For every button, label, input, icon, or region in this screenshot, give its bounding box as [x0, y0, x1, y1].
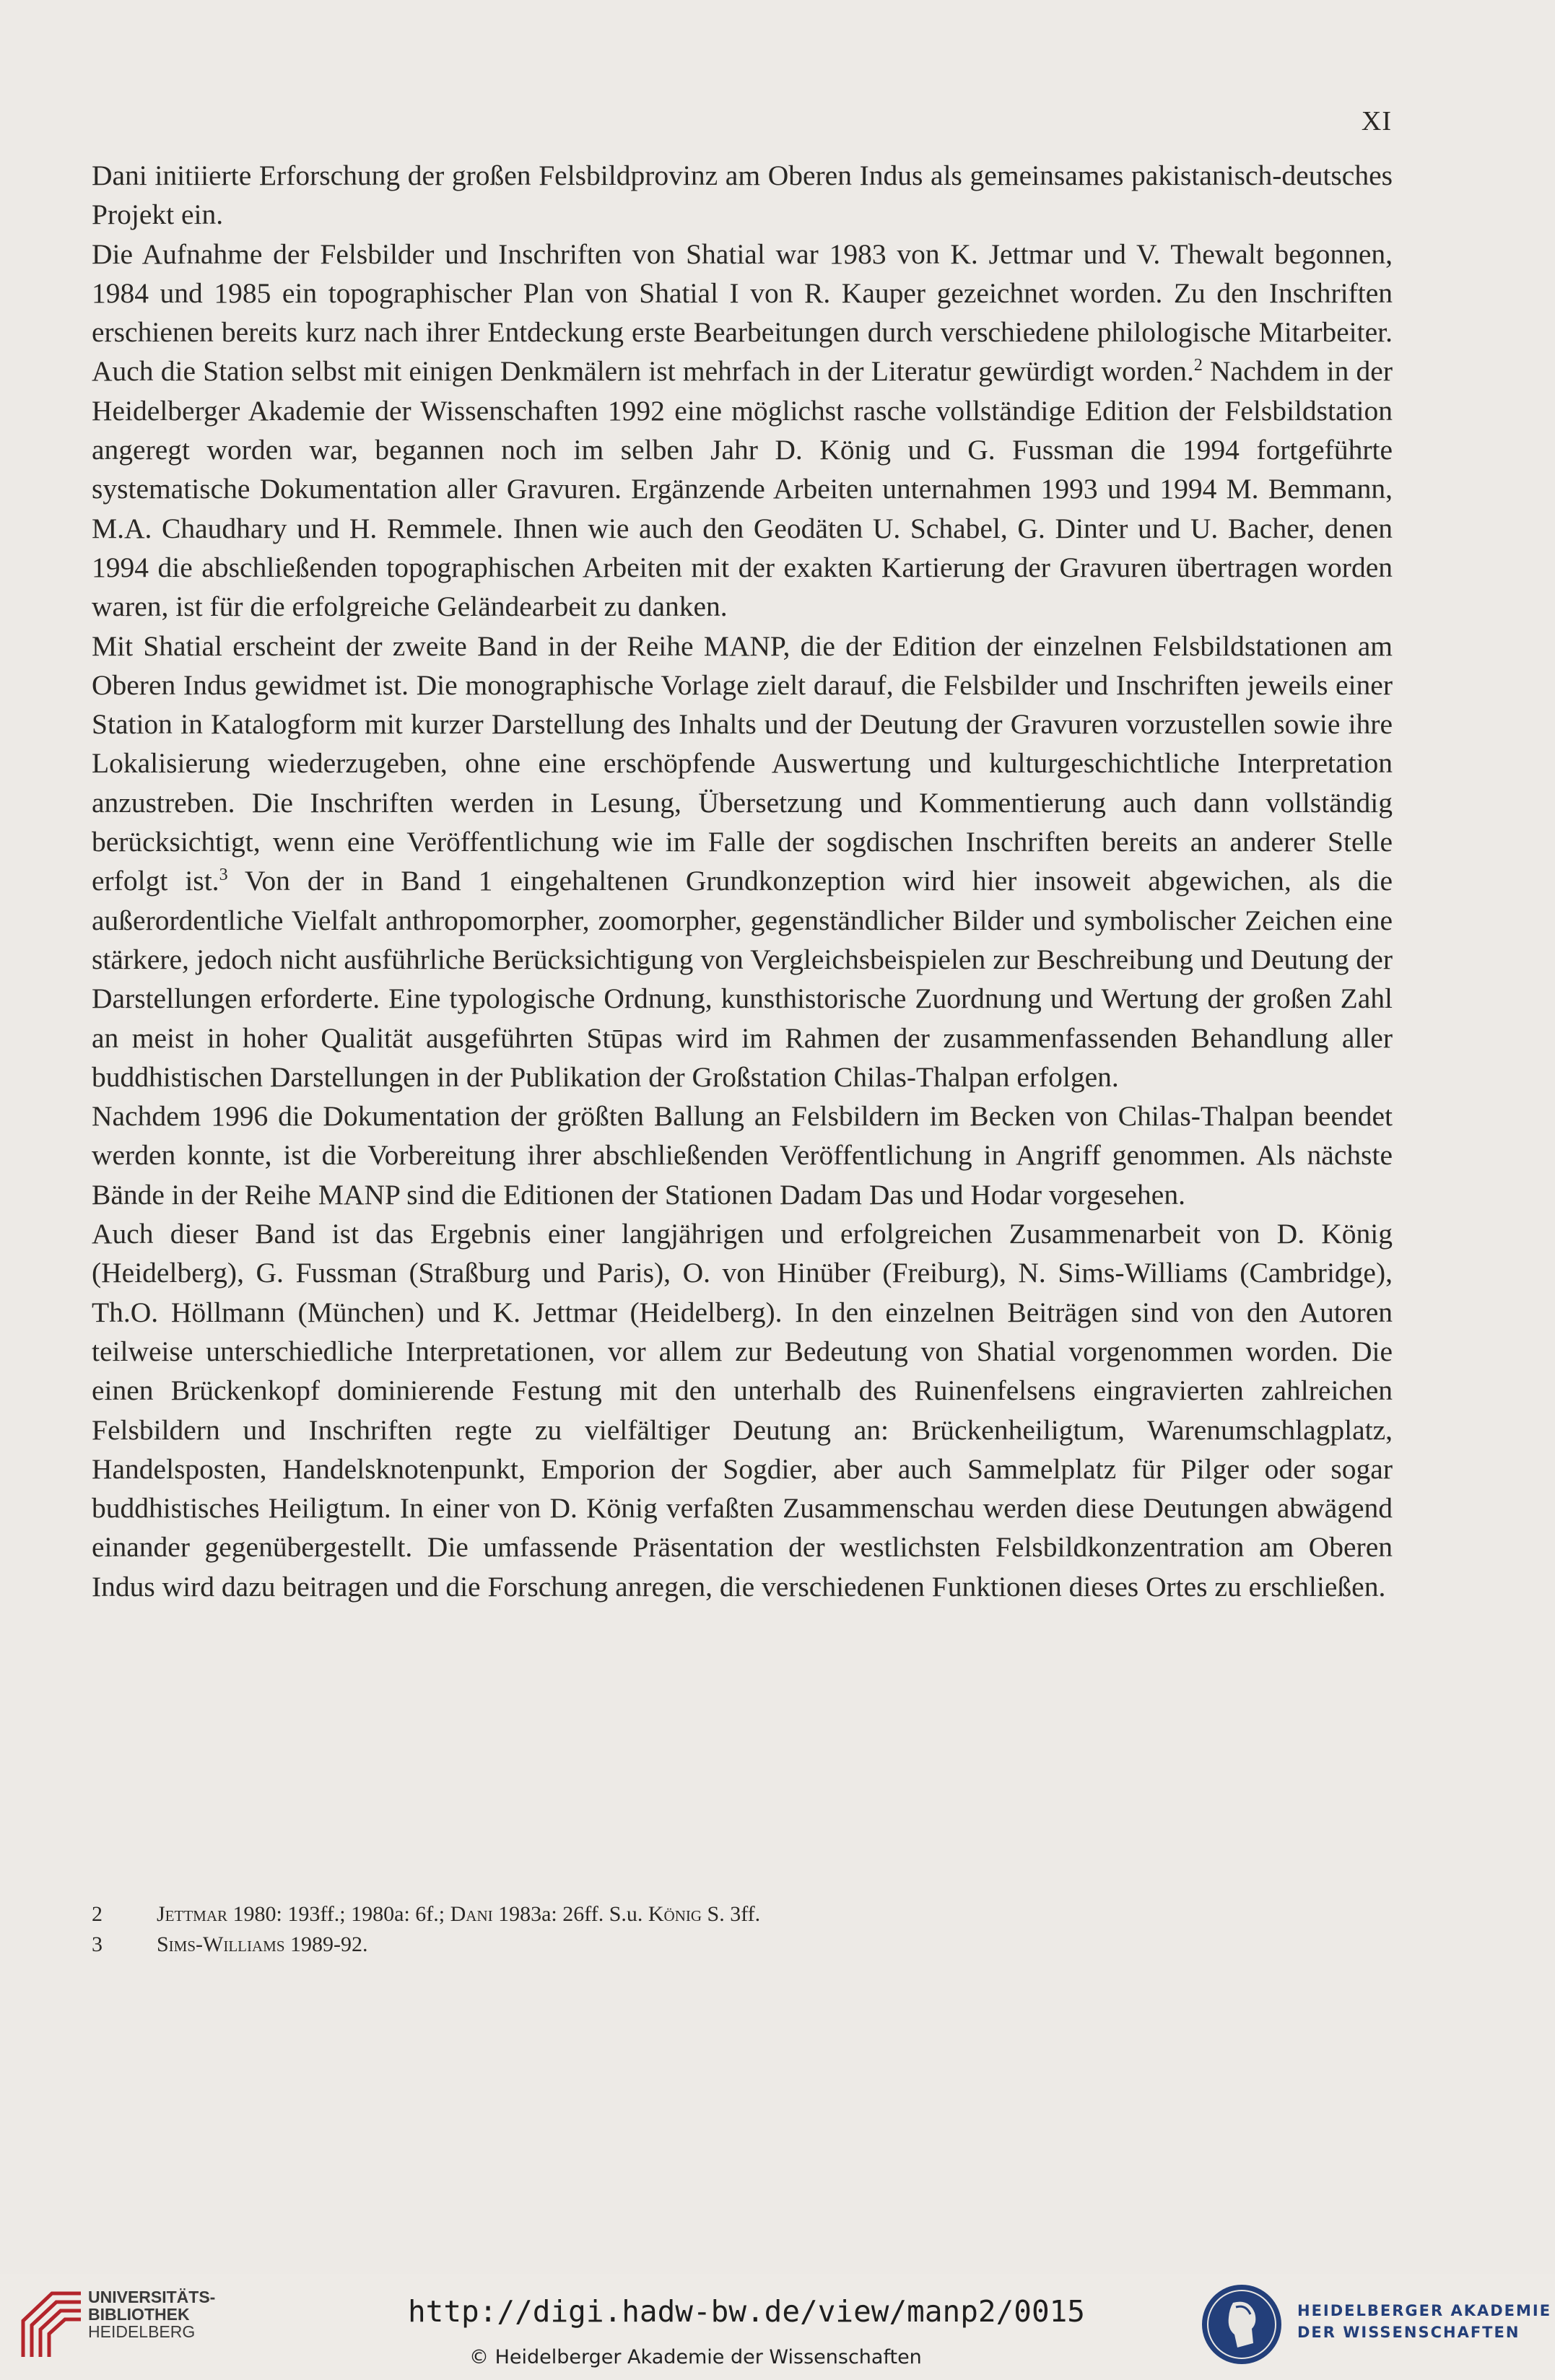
footnote [92, 1930, 1175, 1960]
body-text [92, 156, 1393, 1606]
footnote [92, 1899, 1175, 1930]
footnote-ref: 3 [219, 866, 228, 885]
ub-logo-text: UNIVERSITÄTS- BIBLIOTHEK HEIDELBERG [88, 2288, 216, 2341]
text-run: Dani initiierte Erforschung der großen Felsbildprovinz am Oberen Indus als gemeinsames pakistanisch-deutsches Projekt ein. [92, 160, 1393, 231]
text-run: 1983a: 26ff. S.u. [492, 1902, 648, 1926]
hawk-logo-text: HEIDELBERGER AKADEMIE DER WISSENSCHAFTEN [1297, 2302, 1552, 2341]
footnote-ref: 2 [1193, 356, 1203, 375]
text-run: Mit Shatial erscheint der zweite Band in der Reihe MANP, die der Edition der einzelnen Felsbildstationen am Oberen Indus gewidmet ist. Die monographische Vorlage zielt darauf, die Felsbilder und Inschriften jeweils einer Station in Katalogform mit kurzer Darstellung des Inhalts und der Deutung der Gravuren vorzustellen sowie ihre Lokalisierung wiederzugeben, ohne eine erschöpfende Auswertung und kulturgeschichtliche Interpretation anzustreben. Die Inschriften werden in Lesung, Übersetzung und Kommentierung auch dann vollständig berücksichtigt, wenn eine Veröffentlichung wie im Falle der sogdischen Inschriften bereits an anderer Stelle erfolgt ist. [92, 629, 1393, 897]
page-footer [0, 2274, 1555, 2380]
text-run: S. 3ff. [702, 1902, 761, 1926]
footnote-text [157, 1899, 760, 1930]
body-paragraph [92, 1097, 1393, 1214]
ub-heidelberg-logo-icon [16, 2285, 85, 2361]
text-run: Auch dieser Band ist das Ergebnis einer langjährigen und erfolgreichen Zusammenarbeit von D. König (Heidelberg), G. Fussman (Straßburg und Paris), O. von Hinüber (Freiburg), N. Sims-Williams (Cambridge), Th.O. Höllmann (München) und K. Jettmar (Heidelberg). In den einzelnen Beiträgen sind von den Autoren teilweise unterschiedliche Interpretationen, vor allem zur Bedeutung von Shatial vorgenommen worden. Die einen Brückenkopf dominierende Festung mit den unterhalb des Ruinenfelsens eingravierten zahlreichen Felsbildern und Inschriften regte zu vielfältiger Deutung an: Brückenheiligtum, Warenumschlagplatz, Handelsposten, Handelsknotenpunkt, Emporion der Sogdier, aber auch Sammelplatz für Pilger oder sogar buddhistisches Heiligtum. In einer von D. König verfaßten Zusammenschau werden diese Deutungen abwägend einander gegenübergestellt. Die umfassende Präsentation der westlichsten Felsbildkonzentration am Oberen Indus wird dazu beitragen und die Forschung anregen, die verschiedenen Funktionen dieses Ortes zu erschließen. [92, 1218, 1393, 1603]
text-run: 1980: 193ff.; 1980a: 6f.; [227, 1902, 450, 1926]
footnotes [92, 1899, 1175, 1960]
permalink-url[interactable]: http://digi.hadw-bw.de/view/manp2/0015 [408, 2294, 1085, 2329]
footnote-number: 2 [92, 1902, 103, 1926]
author-name: Sims-Williams [157, 1932, 285, 1956]
author-name: König [648, 1902, 702, 1926]
text-run: 1989-92. [284, 1932, 368, 1956]
text-run: Nachdem in der Heidelberger Akademie der Wissenschaften 1992 eine möglichst rasche vollständige Edition der Felsbildstation angeregt worden war, begannen noch im selben Jahr D. König und G. Fussman die 1994 fortgeführte systematische Dokumentation aller Gravuren. Ergänzende Arbeiten unternahmen 1993 und 1994 M. Bemmann, M.A. Chaudhary und H. Remmele. Ihnen wie auch den Geodäten U. Schabel, G. Dinter und U. Bacher, denen 1994 die abschließenden topographischen Arbeiten mit der exakten Kartierung der Gravuren übertragen worden waren, ist für die erfolgreiche Geländearbeit zu danken. [92, 355, 1393, 623]
body-paragraph [92, 1214, 1393, 1606]
page-number: XI [1361, 106, 1392, 136]
hawk-seal-icon [1198, 2281, 1285, 2368]
copyright-notice: © Heidelberger Akademie der Wissenschaften [469, 2346, 922, 2368]
text-run: Die Aufnahme der Felsbilder und Inschriften von Shatial war 1983 von K. Jettmar und V. Thewalt begonnen, 1984 und 1985 ein topographischer Plan von Shatial I von R. Kauper gezeichnet worden. Zu den Inschriften erschienen bereits kurz nach ihrer Entdeckung erste Bearbeitungen durch verschiedene philologische Mitarbeiter. Auch die Station selbst mit einigen Denkmälern ist mehrfach in der Literatur gewürdigt worden. [92, 237, 1393, 388]
text-run: Von der in Band 1 eingehaltenen Grundkonzeption wird hier insoweit abgewichen, als die außerordentliche Vielfalt anthropomorpher, zoomorpher, gegenständlicher Bilder und symbolischer Zeichen eine stärkere, jedoch nicht ausführliche Berücksichtigung von Vergleichsbeispielen zur Beschreibung und Deutung der Darstellungen erforderte. Eine typologische Ordnung, kunsthistorische Zuordnung und Wertung der großen Zahl an meist in hoher Qualität ausgeführten Stūpas wird im Rahmen der zusammenfassenden Behandlung aller buddhistischen Darstellungen in der Publikation der Großstation Chilas-Thalpan erfolgen. [92, 865, 1393, 1093]
body-paragraph [92, 235, 1393, 627]
author-name: Jettmar [157, 1902, 228, 1926]
author-name: Dani [450, 1902, 493, 1926]
text-run: Nachdem 1996 die Dokumentation der größten Ballung an Felsbildern im Becken von Chilas-Thalpan beendet werden konnte, ist die Vorbereitung ihrer abschließenden Veröffentlichung in Angriff genommen. Als nächste Bände in der Reihe MANP sind die Editionen der Stationen Dadam Das und Hodar vorgesehen. [92, 1100, 1393, 1211]
footnote-number: 3 [92, 1932, 103, 1956]
body-paragraph [92, 627, 1393, 1097]
footnote-text [157, 1930, 368, 1960]
body-paragraph [92, 156, 1393, 235]
